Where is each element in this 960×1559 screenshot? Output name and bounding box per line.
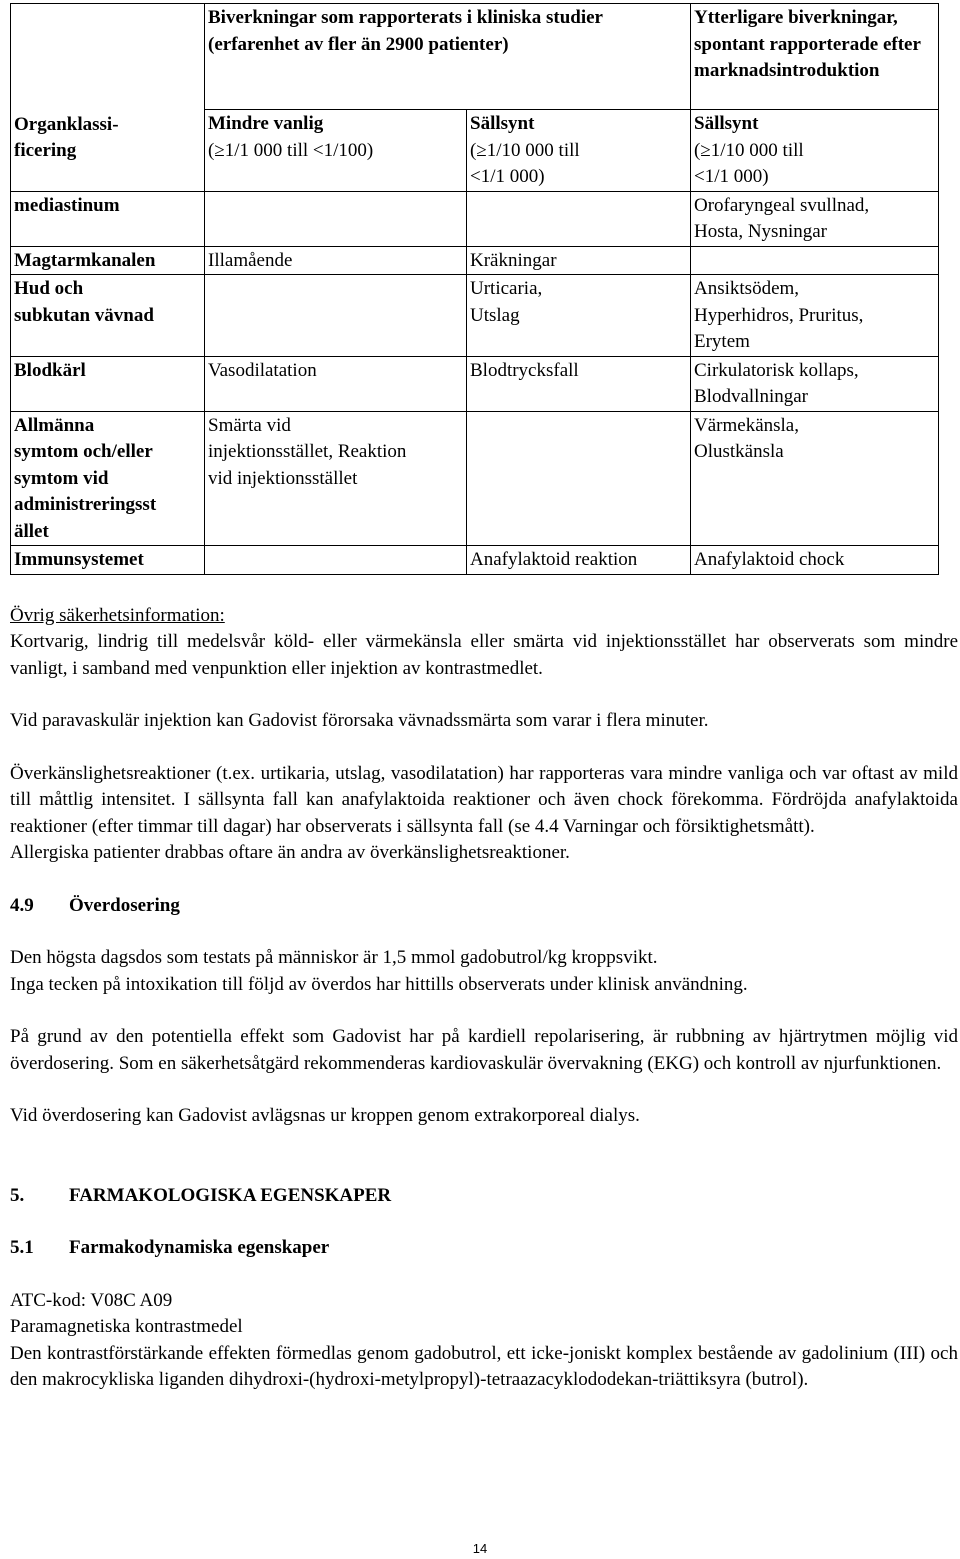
pharmacotherapeutic-group: Paramagnetiska kontrastmedel bbox=[10, 1316, 243, 1337]
organ-class-header bbox=[11, 4, 205, 192]
document-page bbox=[10, 3, 958, 1394]
post-cell: Ansiktsödem, Hyperhidros, Pruritus, Erytem bbox=[691, 275, 939, 357]
organ-cell: Hud och subkutan vävnad bbox=[11, 275, 205, 357]
organ-cell: Magtarmkanalen bbox=[11, 246, 205, 275]
post-cell bbox=[691, 246, 939, 275]
rare-cell: Urticaria, Utslag bbox=[467, 275, 691, 357]
table-row bbox=[11, 191, 939, 246]
section-4-9-heading bbox=[10, 893, 958, 920]
post-rare-frequency: (≥1/10 000 till <1/1 000) bbox=[694, 139, 804, 187]
section-5-1-heading bbox=[10, 1235, 958, 1262]
post-cell: Cirkulatorisk kollaps, Blodvallningar bbox=[691, 356, 939, 411]
organ-cell: Allmänna symtom och/eller symtom vid administreringsst ället bbox=[11, 411, 205, 546]
rare-frequency: (≥1/10 000 till <1/1 000) bbox=[470, 139, 580, 187]
rare-cell bbox=[467, 191, 691, 246]
overdose-paragraph-1: Den högsta dagsdos som testats på människor är 1,5 mmol gadobutrol/kg kroppsvikt. bbox=[10, 947, 658, 968]
uncommon-title: Mindre vanlig bbox=[208, 113, 324, 134]
rare-cell: Blodtrycksfall bbox=[467, 356, 691, 411]
organ-cell: mediastinum bbox=[11, 191, 205, 246]
page-number: 14 bbox=[472, 1541, 488, 1556]
clinical-studies-header: Biverkningar som rapporterats i kliniska studier (erfarenhet av fler än 2900 patienter) bbox=[205, 4, 691, 110]
atc-code: ATC-kod: V08C A09 bbox=[10, 1289, 173, 1311]
table-header-row bbox=[11, 4, 939, 110]
adverse-reactions-table bbox=[10, 3, 939, 575]
overdose-paragraph-3: På grund av den potentiella effekt som Gadovist har på kardiell repolarisering, är rubbning av hjärtrytmen möjlig vid överdosering. Som en säkerhetsåtgärd rekommenderas kardiovaskulär övervakning (EKG) och kontroll av njurfunktionen. bbox=[10, 1026, 958, 1074]
uncommon-header bbox=[205, 110, 467, 192]
overdose-paragraph-2: Inga tecken på intoxikation till följd av överdos har hittills observerats under klinisk användning. bbox=[10, 973, 748, 995]
section-number: 5. bbox=[10, 1184, 25, 1206]
safety-paragraph-3: Överkänslighetsreaktioner (t.ex. urtikaria, utslag, vasodilatation) har rapporteras vara mindre vanliga och var oftast av mild till måttlig intensitet. I sällsynta fall kan anafylaktoida reaktioner och även chock förekomma. Fördröjda anafylaktoida reaktioner (efter timmar till dagar) har observerats i sällsynta fall (se 4.4 Varningar och försiktighetsmått). bbox=[10, 762, 958, 837]
safety-info-heading: Övrig säkerhetsinformation: bbox=[10, 604, 225, 626]
safety-paragraph-1: Kortvarig, lindrig till medelsvår köld- eller värmekänsla eller smärta vid injektionsstället har observerats som mindre vanligt, i samband med venpunktion eller injektion av kontrastmedlet. bbox=[10, 631, 958, 679]
table-row bbox=[11, 356, 939, 411]
safety-paragraph-4: Allergiska patienter drabbas oftare än andra av överkänslighetsreaktioner. bbox=[10, 842, 570, 863]
table-row bbox=[11, 411, 939, 546]
safety-paragraph-2: Vid paravaskulär injektion kan Gadovist förorsaka vävnadssmärta som varar i flera minuter. bbox=[10, 710, 709, 731]
organ-cell: Blodkärl bbox=[11, 356, 205, 411]
post-cell: Orofaryngeal svullnad, Hosta, Nysningar bbox=[691, 191, 939, 246]
rare-title: Sällsynt bbox=[470, 113, 535, 134]
section-5-heading bbox=[10, 1183, 958, 1210]
uncommon-cell: Illamående bbox=[205, 246, 467, 275]
uncommon-cell bbox=[205, 275, 467, 357]
post-marketing-header: Ytterligare biverkningar, spontant rapporterade efter marknadsintroduktion bbox=[691, 4, 939, 110]
post-rare-title: Sällsynt bbox=[694, 113, 759, 134]
overdose-paragraph-4: Vid överdosering kan Gadovist avlägsnas ur kroppen genom extrakorporeal dialys. bbox=[10, 1105, 640, 1126]
uncommon-cell bbox=[205, 191, 467, 246]
uncommon-frequency: (≥1/1 000 till <1/100) bbox=[208, 139, 374, 161]
post-rare-header bbox=[691, 110, 939, 192]
section-title: Farmakodynamiska egenskaper bbox=[69, 1237, 330, 1258]
rare-header bbox=[467, 110, 691, 192]
rare-cell: Anafylaktoid reaktion bbox=[467, 546, 691, 575]
rare-cell bbox=[467, 411, 691, 546]
table-row bbox=[11, 546, 939, 575]
section-title: Överdosering bbox=[69, 894, 180, 916]
organ-cell: Immunsystemet bbox=[11, 546, 205, 575]
section-number: 5.1 bbox=[10, 1237, 34, 1258]
post-cell: Värmekänsla, Olustkänsla bbox=[691, 411, 939, 546]
pharmacodynamics-paragraph: Den kontrastförstärkande effekten förmedlas genom gadobutrol, ett icke-joniskt komplex bestående av gadolinium (III) och den makrocykliska liganden dihydroxi-(hydroxi-metylpropyl)-tetraazacyklododekan-triättiksyra (butrol). bbox=[10, 1342, 958, 1390]
section-number: 4.9 bbox=[10, 894, 34, 916]
table-row bbox=[11, 246, 939, 275]
uncommon-cell bbox=[205, 546, 467, 575]
table-row bbox=[11, 275, 939, 357]
post-cell: Anafylaktoid chock bbox=[691, 546, 939, 575]
rare-cell: Kräkningar bbox=[467, 246, 691, 275]
organ-class-header-text: Organklassi- ficering bbox=[14, 113, 119, 161]
section-title: FARMAKOLOGISKA EGENSKAPER bbox=[69, 1184, 392, 1206]
uncommon-cell: Vasodilatation bbox=[205, 356, 467, 411]
uncommon-cell: Smärta vid injektionsstället, Reaktion vid injektionsstället bbox=[205, 411, 467, 546]
